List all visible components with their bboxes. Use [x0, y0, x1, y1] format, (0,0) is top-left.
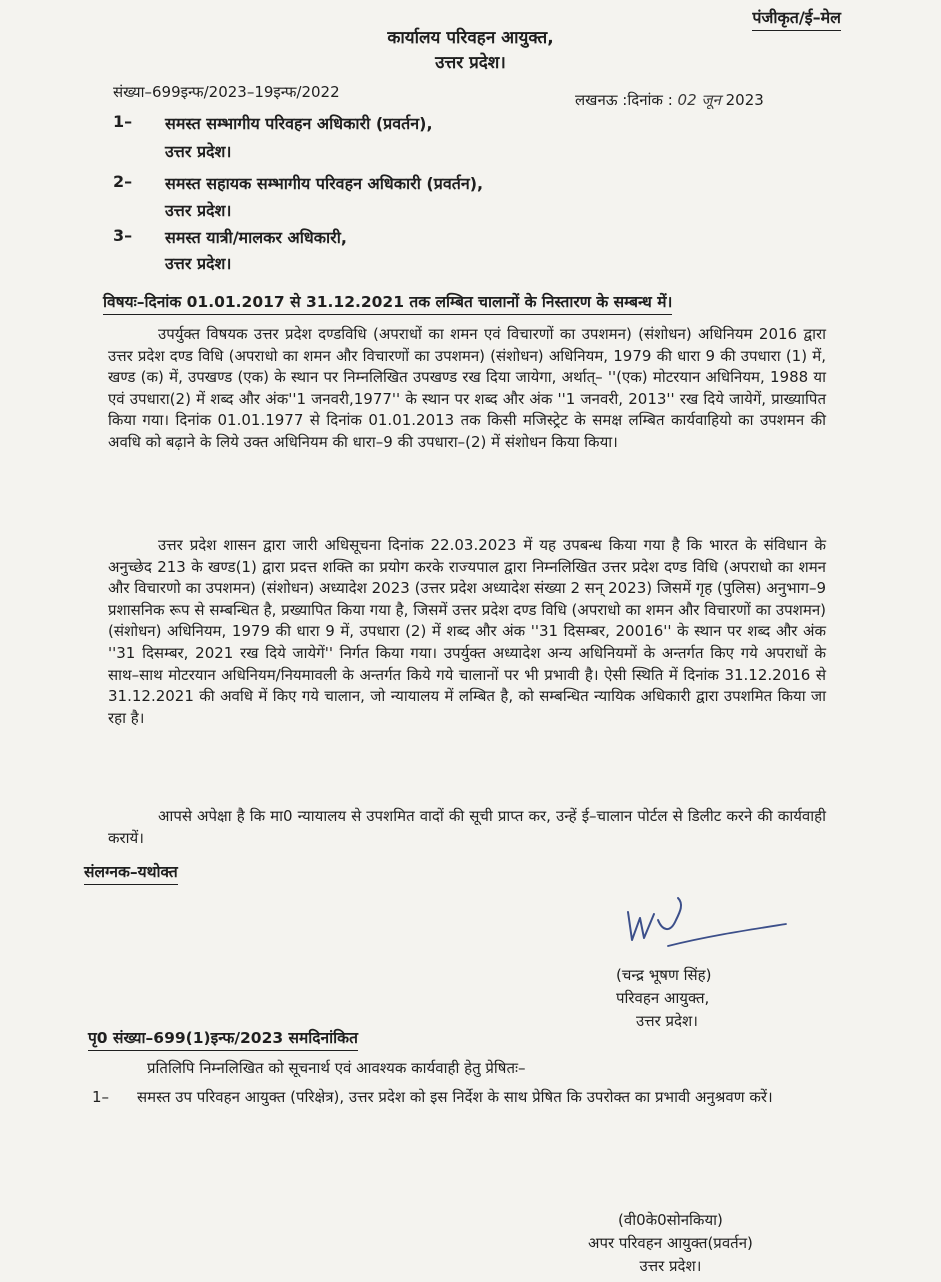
- reference-number: संख्या–699इन्फ/2023–19इन्फ/2022: [113, 83, 340, 101]
- addressee-state: उत्तर प्रदेश।: [165, 142, 232, 161]
- registration-tag-text: पंजीकृत/ई–मेल: [752, 8, 841, 27]
- copy-reference-underline: [88, 1050, 358, 1052]
- addressee-line: समस्त सम्भागीय परिवहन अधिकारी (प्रवर्तन),: [165, 114, 433, 133]
- handwritten-signature: [618, 890, 798, 970]
- date-handwritten: 02 जून: [677, 91, 721, 109]
- signatory-2-block: [588, 1209, 753, 1278]
- attachment-underline: [84, 884, 178, 886]
- addressee-number: 3–: [113, 226, 133, 245]
- signatory-2-designation: अपर परिवहन आयुक्त(प्रवर्तन): [588, 1234, 753, 1252]
- registration-tag: [752, 6, 841, 28]
- copy-item-text: समस्त उप परिवहन आयुक्त (परिक्षेत्र), उत्तर प्रदेश को इस निर्देश के साथ प्रेषित कि उपरोक्त का प्रभावी अनुश्रवण करें।: [137, 1088, 773, 1106]
- signatory-1-name: (चन्द्र भूषण सिंह): [616, 966, 712, 984]
- copy-reference: [88, 1026, 358, 1048]
- copy-intro: प्रतिलिपि निम्नलिखित को सूचनार्थ एवं आवश्यक कार्यवाही हेतु प्रेषितः–: [147, 1059, 526, 1077]
- addressee-line: समस्त यात्री/मालकर अधिकारी,: [165, 228, 347, 247]
- subject-underline: [103, 314, 672, 316]
- date-prefix: लखनऊ :दिनांक :: [575, 91, 673, 109]
- signatory-1-designation: परिवहन आयुक्त,: [616, 989, 710, 1007]
- addressee-number: 2–: [113, 172, 133, 191]
- attachment-text: संलग्नक–यथोक्त: [84, 863, 178, 881]
- body-paragraph-1: उपर्युक्त विषयक उत्तर प्रदेश दण्डविधि (अपराधों का शमन एवं विचारणों का उपशमन) (संशोधन) अधिनियम 2016 द्वारा उत्तर प्रदेश दण्ड विधि (अपराधो का शमन और विचारणों का उपशमन) (संशोधन) अधिनियम, 1979 की धारा 9 की उपधारा (1) में, खण्ड (क) में, उपखण्ड (एक) के स्थान पर निम्नलिखित उपखण्ड रख दिया जायेगा, अर्थात्– ''(एक) मोटरयान अधिनियम, 1988 या एवं उपधारा(2) में शब्द और अंक''1 जनवरी,1977'' के स्थान पर शब्द और अंक ''1 जनवरी, 2013'' रख दिये जायेगें, प्राख्यापित किया गया। दिनांक 01.01.1977 से दिनांक 01.01.2013 तक किसी मजिस्ट्रेट के समक्ष लम्बित कार्यवाहियो का उपशमन की अवधि को बढ़ाने के लिये उक्त अधिनियम की धारा–9 की उपधारा–(2) में संशोधन किया किया।: [108, 325, 826, 451]
- addressee-line: समस्त सहायक सम्भागीय परिवहन अधिकारी (प्रवर्तन),: [165, 174, 484, 193]
- body-paragraph-3: आपसे अपेक्षा है कि मा0 न्यायालय से उपशमित वादों की सूची प्राप्त कर, उन्हें ई–चालान पोर्टल से डिलीट करने की कार्यवाही करायें।: [108, 807, 826, 847]
- office-state: उत्तर प्रदेश।: [435, 53, 506, 73]
- office-title: कार्यालय परिवहन आयुक्त,: [387, 28, 554, 48]
- subject-line: [103, 290, 672, 312]
- subject-text: विषयः–दिनांक 01.01.2017 से 31.12.2021 तक लम्बित चालानों के निस्तारण के सम्बन्ध में।: [103, 293, 673, 311]
- copy-reference-text: पृ0 संख्या–699(1)इन्फ/2023 समदिनांकित: [88, 1029, 358, 1047]
- attachment-note: [84, 860, 178, 882]
- date-year: 2023: [725, 91, 764, 109]
- addressee-number: 1–: [113, 112, 133, 131]
- signatory-1-block: [616, 964, 711, 1033]
- copy-item-number: 1–: [92, 1088, 110, 1106]
- addressee-state: उत्तर प्रदेश।: [165, 201, 232, 220]
- letter-date: [575, 90, 764, 110]
- signatory-2-place: उत्तर प्रदेश।: [639, 1257, 702, 1275]
- signatory-2-name: (वी0के0सोनकिया): [618, 1211, 723, 1229]
- signatory-1-place: उत्तर प्रदेश।: [636, 1012, 698, 1030]
- addressee-state: उत्तर प्रदेश।: [165, 254, 232, 273]
- body-paragraph-2: उत्तर प्रदेश शासन द्वारा जारी अधिसूचना दिनांक 22.03.2023 में यह उपबन्ध किया गया है कि भारत के संविधान के अनुच्छेद 213 के खण्ड(1) द्वारा प्रदत्त शक्ति का प्रयोग करके राज्यपाल द्वारा निम्नलिखित उत्तर प्रदेश दण्ड विधि (अपराधो का शमन और विचारणो का उपशमन) (संशोधन) अध्यादेश 2023 (उत्तर प्रदेश अध्यादेश संख्या 2 सन् 2023) जिसमें गृह (पुलिस) अनुभाग–9 प्रशासनिक रूप से सम्बन्धित है, प्रख्यापित किया गया है, जिसमें उत्तर प्रदेश दण्ड विधि (अपराधो का शमन और विचारणों का उपशमन) (संशोधन) अधिनियम, 1979 की धारा 9 में, उपधारा (2) में शब्द और अंक ''31 दिसम्बर, 20016'' के स्थान पर शब्द और अंक ''31 दिसम्बर, 2021 रख दिये जायेगें'' निर्गत किया गया। उपर्युक्त अध्यादेश अन्य अधिनियमों के अन्तर्गत किए गये अपराधों के साथ–साथ मोटरयान अधिनियम/नियमावली के अन्तर्गत किये गये चालानों पर भी प्रभावी है। ऐसी स्थिति में दिनांक 31.12.2016 से 31.12.2021 की अवधि में किए गये चालान, जो न्यायालय में लम्बित है, को सम्बन्धित न्यायिक अधिकारी द्वारा उपशमित किया जा रहा है।: [108, 536, 826, 727]
